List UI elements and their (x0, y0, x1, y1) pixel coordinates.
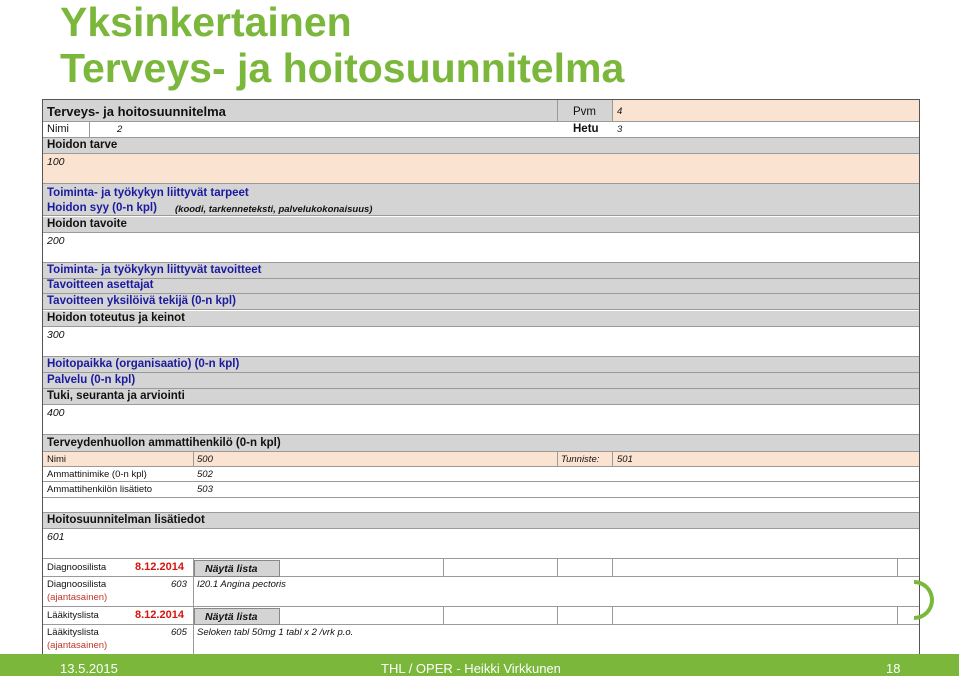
spacer-row (43, 498, 919, 513)
hoidon-tavoite-value-row (43, 233, 919, 263)
hoitopaikka-label: Hoitopaikka (organisaatio) (0-n kpl) (47, 358, 240, 370)
hetu-value: 3 (617, 124, 623, 135)
tunniste-value: 501 (617, 454, 633, 465)
toteutus-label: Hoidon toteutus ja keinot (47, 312, 185, 324)
footer-page-number: 18 (886, 661, 901, 676)
hoidon-tavoite-row (43, 217, 919, 233)
hoidon-tarve-row (43, 138, 919, 154)
divider (443, 607, 444, 625)
hoidon-syy-note: (koodi, tarkenneteksti, palvelukokonaisuus) (175, 204, 373, 215)
toteutus-row (43, 311, 919, 327)
laakitys-code: 605 (171, 627, 187, 638)
diagnoosilista-row (43, 559, 919, 577)
laakityslista-label: Lääkityslista (47, 610, 99, 621)
divider (193, 559, 194, 655)
form-header-title: Terveys- ja hoitosuunnitelma (47, 104, 226, 119)
ammattihenkilo-label: Terveydenhuollon ammattihenkilö (0-n kpl) (47, 437, 281, 449)
lisatieto-label: Ammattihenkilön lisätieto (47, 484, 153, 495)
ajantasainen-label-2: (ajantasainen) (47, 640, 108, 651)
lisatiedot-row (43, 513, 919, 529)
divider (612, 559, 613, 577)
divider (557, 452, 558, 467)
ammattihenkilo-row (43, 435, 919, 452)
laakitys-value: Seloken tabl 50mg 1 tabl x 2 /vrk p.o. (197, 627, 354, 638)
tuki-value: 400 (47, 407, 65, 419)
laakityslista2-label: Lääkityslista (47, 627, 99, 638)
hoidon-tavoite-label: Hoidon tavoite (47, 218, 127, 230)
ammattinimike-label: Ammattinimike (0-n kpl) (47, 469, 147, 480)
slide-title-line2: Terveys- ja hoitosuunnitelma (60, 45, 625, 91)
laakityslista-current-row (43, 625, 919, 655)
diagnoosi-value: I20.1 Angina pectoris (197, 579, 286, 590)
lisatieto-row (43, 482, 919, 498)
tavoitteet-label: Toiminta- ja työkykyn liittyvät tavoitteet (47, 264, 262, 276)
palvelu-row (43, 373, 919, 389)
tuki-value-row (43, 405, 919, 435)
tavoitteet-row (43, 263, 919, 279)
laakityslista-date: 8.12.2014 (135, 609, 184, 621)
tuki-row (43, 389, 919, 405)
pvm-label: Pvm (573, 106, 596, 118)
diagnoosilista-date: 8.12.2014 (135, 561, 184, 573)
hoidon-tarve-value-row (43, 154, 919, 184)
divider (557, 559, 558, 577)
divider (897, 559, 898, 577)
divider (897, 607, 898, 625)
laakityslista-row (43, 607, 919, 625)
nimi-row (43, 122, 919, 138)
amm-nimi-value: 500 (197, 454, 213, 465)
thl-logo-arc-icon (914, 580, 934, 620)
footer-date: 13.5.2015 (60, 661, 118, 676)
slide-title-line1: Yksinkertainen (60, 0, 352, 45)
hoidon-tarve-label: Hoidon tarve (47, 139, 118, 151)
divider (443, 559, 444, 577)
divider (612, 452, 613, 467)
show-medication-list-button[interactable]: Näytä lista (194, 608, 280, 625)
divider (89, 122, 90, 138)
asettajat-label: Tavoitteen asettajat (47, 279, 154, 291)
care-plan-form (42, 99, 920, 655)
footer-center: THL / OPER - Heikki Virkkunen (381, 661, 561, 676)
tarpeet-label: Toiminta- ja työkykyn liittyvät tarpeet (47, 187, 249, 199)
toteutus-value: 300 (47, 329, 65, 341)
divider (612, 607, 613, 625)
tekija-label: Tavoitteen yksilöivä tekijä (0-n kpl) (47, 295, 236, 307)
hoidon-tarve-value: 100 (47, 156, 65, 168)
toteutus-value-row (43, 327, 919, 357)
ajantasainen-label-1: (ajantasainen) (47, 592, 108, 603)
ammattinimike-row (43, 467, 919, 482)
nimi-value: 2 (117, 124, 123, 135)
amm-nimi-label: Nimi (47, 454, 66, 465)
pvm-value: 4 (617, 106, 623, 117)
lisatieto-value: 503 (197, 484, 213, 495)
tuki-label: Tuki, seuranta ja arviointi (47, 390, 185, 402)
ammattinimike-value: 502 (197, 469, 213, 480)
asettajat-row (43, 279, 919, 294)
hoidon-tavoite-value: 200 (47, 235, 65, 247)
show-diagnosis-list-button[interactable]: Näytä lista (194, 560, 280, 577)
nimi-label: Nimi (47, 123, 69, 135)
palvelu-label: Palvelu (0-n kpl) (47, 374, 136, 386)
amm-nimi-row (43, 452, 919, 467)
hetu-label: Hetu (573, 123, 599, 135)
lisatiedot-label: Hoitosuunnitelman lisätiedot (47, 514, 205, 526)
lisatiedot-value-row (43, 529, 919, 559)
pvm-value-cell (613, 100, 919, 122)
tarpeet-row (43, 184, 919, 216)
hoitopaikka-row (43, 357, 919, 373)
tunniste-label: Tunniste: (561, 454, 600, 465)
tekija-row (43, 294, 919, 310)
divider (557, 607, 558, 625)
diagnoosilista-current-row (43, 577, 919, 607)
diagnoosilista-label: Diagnoosilista (47, 562, 107, 573)
lisatiedot-value: 601 (47, 531, 65, 543)
diagnoosilista2-label: Diagnoosilista (47, 579, 107, 590)
hoidon-syy-label: Hoidon syy (0-n kpl) (47, 202, 157, 214)
diagnoosi-code: 603 (171, 579, 187, 590)
